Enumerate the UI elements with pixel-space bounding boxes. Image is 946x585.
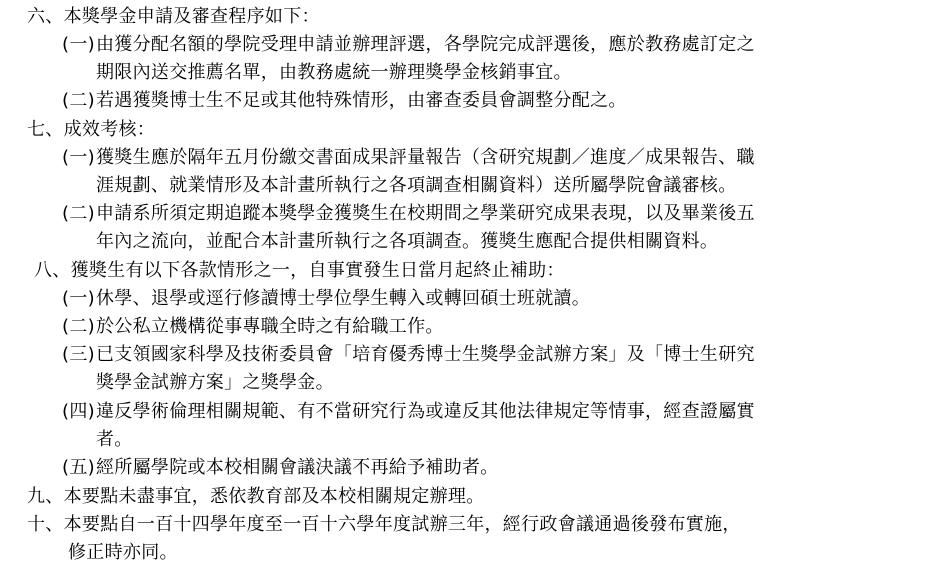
item-text: 由獲分配名額的學院受理申請並辦理評選，各學院完成評選後，應於教務處訂定之: [96, 34, 755, 55]
item-text: 期限內送交推薦名單，由教務處統一辦理獎學金核銷事宜。: [96, 62, 572, 83]
item-text: 於公私立機構從事專職全時之有給職工作。: [96, 316, 444, 337]
item-text: 經所屬學院或本校相關會議決議不再給予補助者。: [96, 457, 499, 478]
section-heading-9: 九、本要點未盡事宜，悉依教育部及本校相關規定辦理。: [27, 486, 485, 507]
section-heading-10: 十、本要點自一百十四學年度至一百十六學年度試辦三年，經行政會議通過後發布實施，: [27, 514, 741, 535]
item-text: 若遇獲獎博士生不足或其他特殊情形，由審查委員會調整分配之。: [96, 90, 627, 111]
item-text: 者。: [96, 429, 133, 450]
item-label: (二): [62, 203, 95, 224]
item-label: (二): [62, 316, 95, 337]
item-label: (五): [62, 457, 95, 478]
item-text: 違反學術倫理相關規範、有不當研究行為或違反其他法律規定等情事，經查證屬實: [96, 401, 755, 422]
item-label: (四): [62, 401, 95, 422]
item-text: 年內之流向，並配合本計畫所執行之各項調查。獲獎生應配合提供相關資料。: [96, 231, 719, 252]
item-label: (一): [62, 288, 95, 309]
item-text: 申請系所須定期追蹤本獎學金獲獎生在校期間之學業研究成果表現，以及畢業後五: [96, 203, 755, 224]
item-text: 休學、退學或逕行修讀博士學位學生轉入或轉回碩士班就讀。: [96, 288, 591, 309]
item-label: (一): [62, 147, 95, 168]
item-text: 涯規劃、就業情形及本計畫所執行之各項調查相關資料）送所屬學院會議審核。: [96, 175, 737, 196]
section-continuation: 修正時亦同。: [68, 542, 178, 563]
section-heading-6: 六、本獎學金申請及審查程序如下：: [27, 6, 320, 27]
item-text: 獲獎生應於隔年五月份繳交書面成果評量報告（含研究規劃／進度／成果報告、職: [96, 147, 755, 168]
item-text: 已支領國家科學及技術委員會「培育優秀博士生獎學金試辦方案」及「博士生研究: [96, 344, 755, 365]
item-label: (二): [62, 90, 95, 111]
section-heading-7: 七、成效考核：: [27, 119, 156, 140]
section-heading-8: 八、獲獎生有以下各款情形之一，自事實發生日當月起終止補助：: [34, 260, 565, 281]
item-text: 獎學金試辦方案」之獎學金。: [96, 372, 334, 393]
item-label: (三): [62, 344, 95, 365]
item-label: (一): [62, 34, 95, 55]
